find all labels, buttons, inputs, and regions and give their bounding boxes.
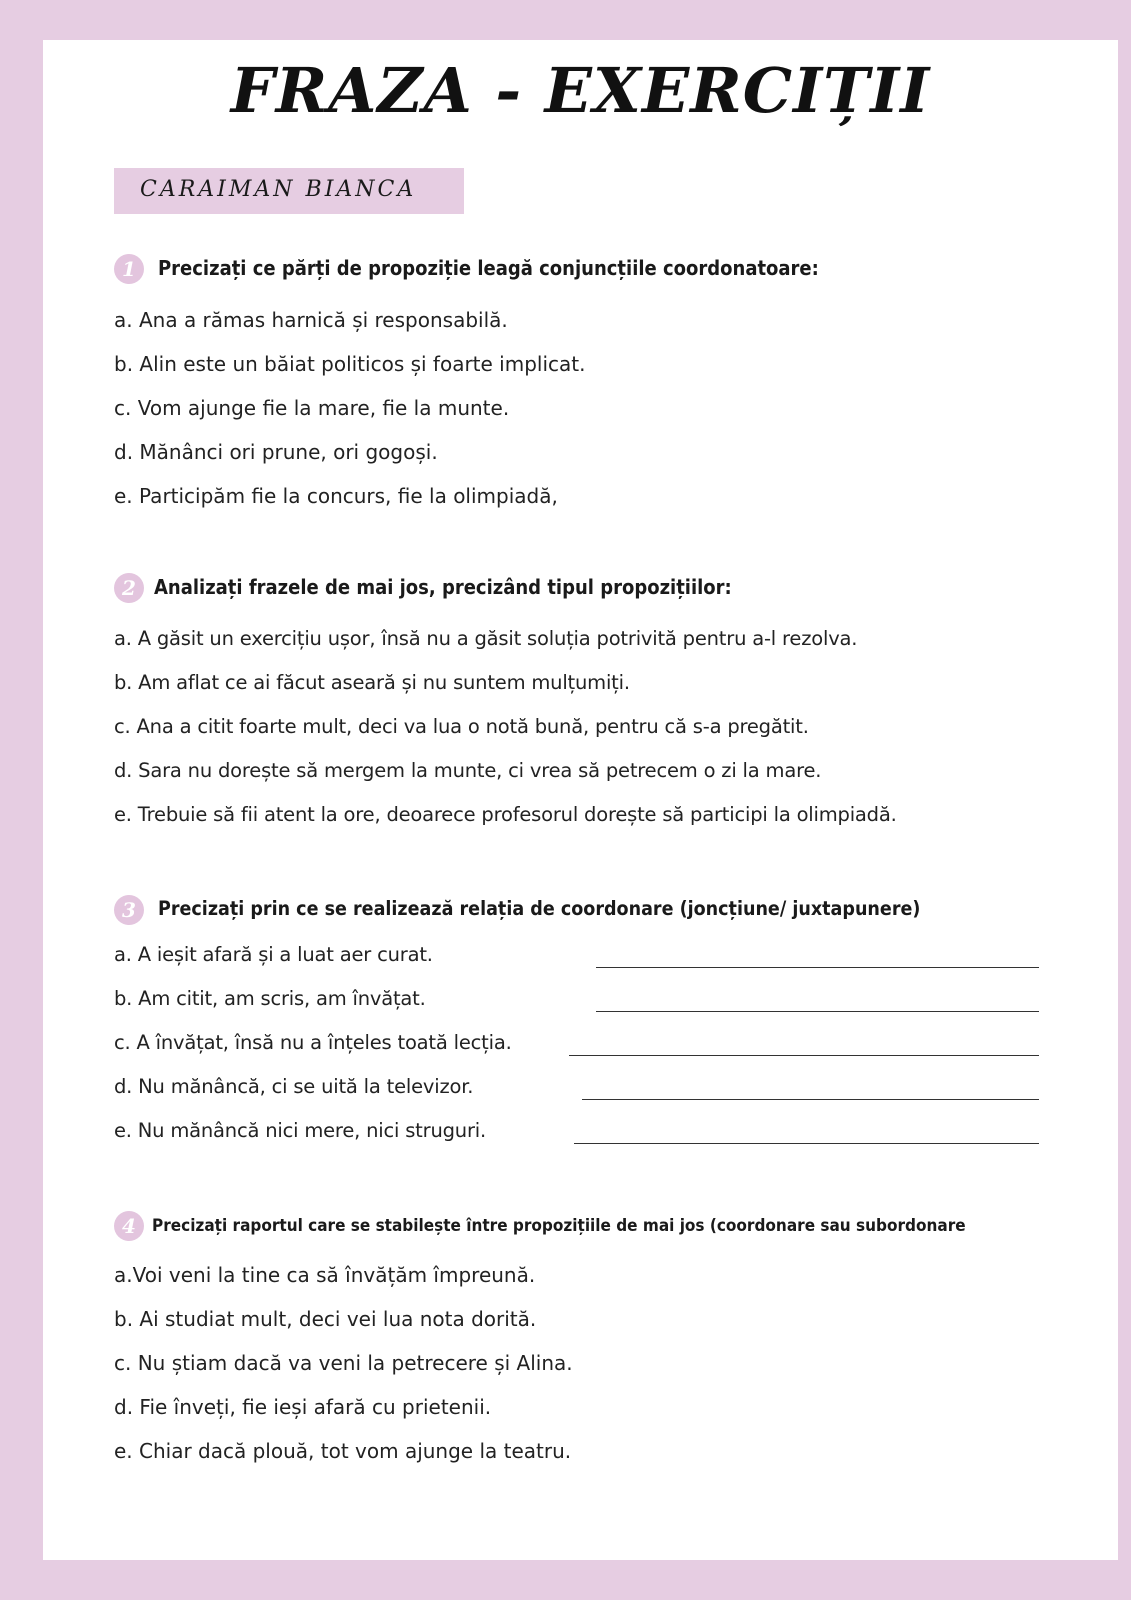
exercise-instruction: Precizați prin ce se realizează relația de coordonare (joncțiune/ juxtapunere) <box>158 897 921 920</box>
exercise-item-text: d. Nu mănâncă, ci se uită la televizor. <box>114 1075 474 1098</box>
exercise-item: a.Voi veni la tine ca să învățăm împreună. <box>114 1263 536 1287</box>
exercise-item: a. Ana a rămas harnică și responsabilă. <box>114 308 508 332</box>
author-label-box <box>114 168 464 214</box>
exercise-instruction: Analizați frazele de mai jos, precizând tipul propozițiilor: <box>154 575 732 599</box>
exercise-item <box>114 977 1118 1021</box>
number-badge-icon: 3 <box>114 895 144 925</box>
author-name: CARAIMAN BIANCA <box>140 177 417 202</box>
answer-blank-line[interactable] <box>569 1055 1039 1056</box>
exercise-item-text: b. Am citit, am scris, am învățat. <box>114 987 426 1010</box>
exercise-heading <box>114 1209 1118 1243</box>
exercise-item: d. Mănânci ori prune, ori gogoși. <box>114 440 438 464</box>
exercise-instruction: Precizați ce părți de propoziție leagă conjuncțiile coordonatoare: <box>158 256 819 280</box>
exercise-3 <box>114 893 1118 1153</box>
exercise-item <box>114 1021 1118 1065</box>
page-title: FRAZA - EXERCIȚII <box>230 54 931 127</box>
exercise-heading <box>114 893 1118 927</box>
number-badge-icon: 2 <box>114 573 144 603</box>
exercise-item: c. Vom ajunge fie la mare, fie la munte. <box>114 396 510 420</box>
worksheet-page <box>43 40 1118 1560</box>
exercise-item: d. Sara nu dorește să mergem la munte, ci vrea să petrecem o zi la mare. <box>114 759 822 782</box>
answer-blank-line[interactable] <box>582 1099 1039 1100</box>
exercise-2 <box>114 571 1118 837</box>
exercise-item: e. Trebuie să fii atent la ore, deoarece profesorul dorește să participi la olimpiadă. <box>114 803 897 826</box>
answer-blank-line[interactable] <box>596 1011 1039 1012</box>
exercise-item: e. Participăm fie la concurs, fie la olimpiadă, <box>114 484 558 508</box>
exercise-item-text: c. A învățat, însă nu a înțeles toată lecția. <box>114 1031 512 1054</box>
exercise-4 <box>114 1209 1118 1473</box>
exercise-item: a. A găsit un exercițiu ușor, însă nu a găsit soluția potrivită pentru a-l rezolva. <box>114 627 858 650</box>
exercise-item: c. Nu știam dacă va veni la petrecere și Alina. <box>114 1351 573 1375</box>
answer-blank-line[interactable] <box>596 967 1039 968</box>
exercise-item <box>114 1109 1118 1153</box>
answer-blank-line[interactable] <box>574 1143 1039 1144</box>
exercise-item: d. Fie înveți, fie ieși afară cu prietenii. <box>114 1395 492 1419</box>
exercise-item <box>114 1065 1118 1109</box>
exercise-item: b. Alin este un băiat politicos și foarte implicat. <box>114 352 586 376</box>
exercise-1 <box>114 252 1118 518</box>
exercise-heading <box>114 252 1118 286</box>
exercise-item-text: a. A ieșit afară și a luat aer curat. <box>114 943 433 966</box>
number-badge-icon: 4 <box>114 1211 144 1241</box>
exercise-item: e. Chiar dacă plouă, tot vom ajunge la teatru. <box>114 1439 572 1463</box>
number-badge-icon: 1 <box>114 254 144 284</box>
exercise-item: c. Ana a citit foarte mult, deci va lua o notă bună, pentru că s-a pregătit. <box>114 715 809 738</box>
exercise-heading <box>114 571 1118 605</box>
exercise-item-text: e. Nu mănâncă nici mere, nici struguri. <box>114 1119 486 1142</box>
exercise-item: b. Am aflat ce ai făcut aseară și nu suntem mulțumiți. <box>114 671 630 694</box>
exercise-item <box>114 933 1118 977</box>
exercise-item: b. Ai studiat mult, deci vei lua nota dorită. <box>114 1307 537 1331</box>
exercise-instruction: Precizați raportul care se stabilește între propozițiile de mai jos (coordonare sau subordonare <box>152 1216 966 1236</box>
